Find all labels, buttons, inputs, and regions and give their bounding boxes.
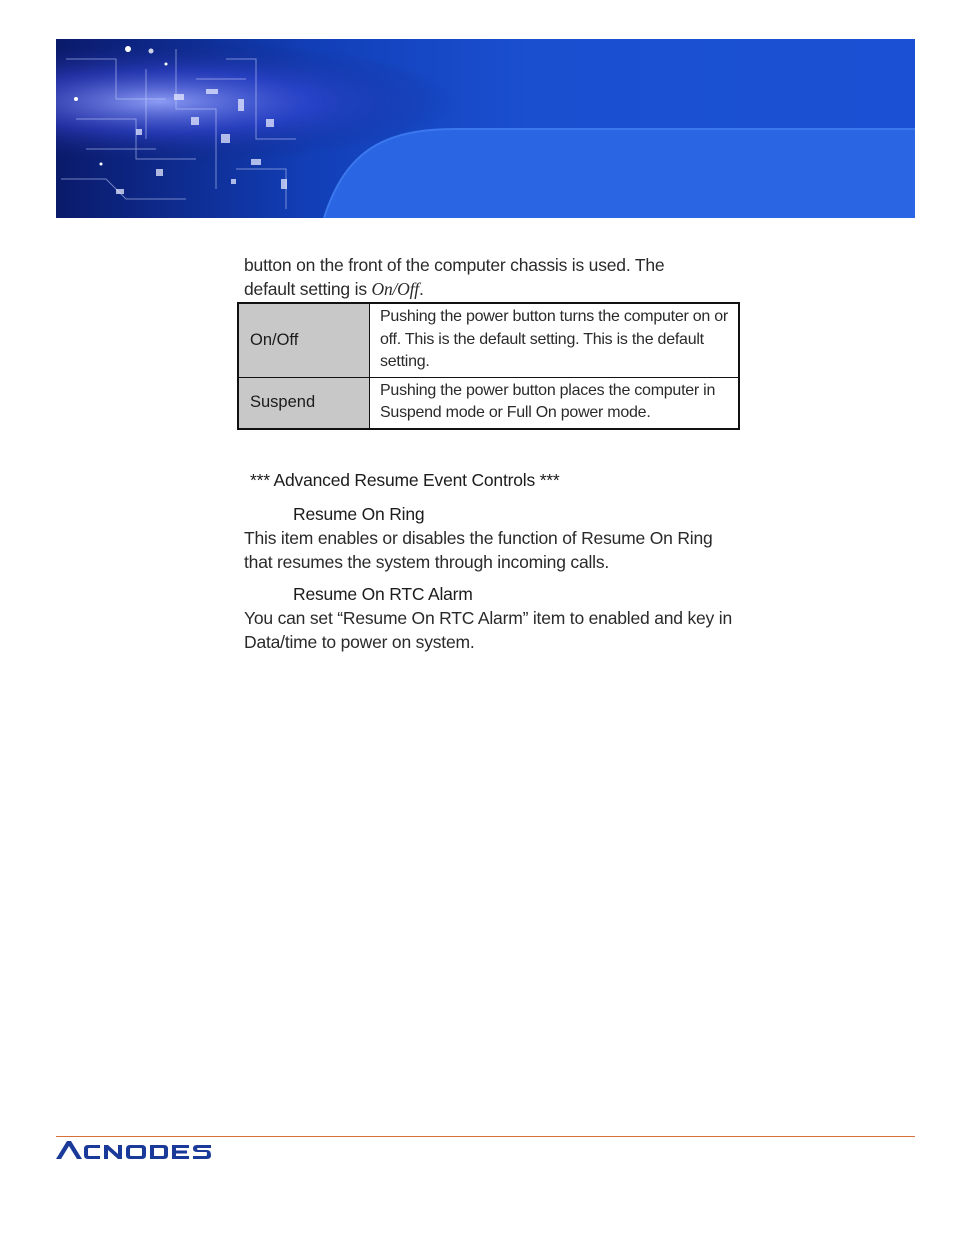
resume-on-rtc-title: Resume On RTC Alarm: [293, 584, 473, 604]
option-name-cell: Suspend: [238, 377, 370, 429]
power-button-options-table: [237, 302, 740, 430]
section-heading: *** Advanced Resume Event Controls ***: [250, 470, 560, 490]
header-banner: [56, 39, 915, 218]
resume-on-ring-title: Resume On Ring: [293, 504, 425, 524]
option-description-cell: Pushing the power button places the computer in Suspend mode or Full On power mode.: [370, 377, 740, 429]
option-description-cell: Pushing the power button turns the computer on or off. This is the default setting. This is the default setting.: [370, 303, 740, 377]
intro-line-2-suffix: .: [418, 278, 424, 299]
table-row: [238, 377, 739, 429]
footer-divider: [56, 1136, 915, 1137]
acnodes-logo-mark: [56, 1139, 212, 1163]
intro-paragraph: [244, 254, 744, 301]
resume-on-rtc-text: You can set “Resume On RTC Alarm” item to enabled and key in Data/time to power on system.: [244, 608, 732, 652]
table-row: [238, 303, 739, 377]
acnodes-logo: [56, 1139, 212, 1168]
intro-line-1: button on the front of the computer chassis is used. The: [244, 255, 665, 275]
circuit-board-image: [56, 39, 915, 218]
option-name-cell: On/Off: [238, 303, 370, 377]
resume-on-rtc-text-block: [244, 607, 744, 654]
resume-on-ring-text-block: [244, 527, 744, 574]
default-setting-value: On/Off: [371, 278, 419, 299]
intro-line-2-prefix: default setting is: [244, 278, 372, 299]
intro-line-2: [244, 278, 744, 302]
resume-on-ring-text: This item enables or disables the function of Resume On Ring that resumes the system through incoming calls.: [244, 528, 713, 572]
